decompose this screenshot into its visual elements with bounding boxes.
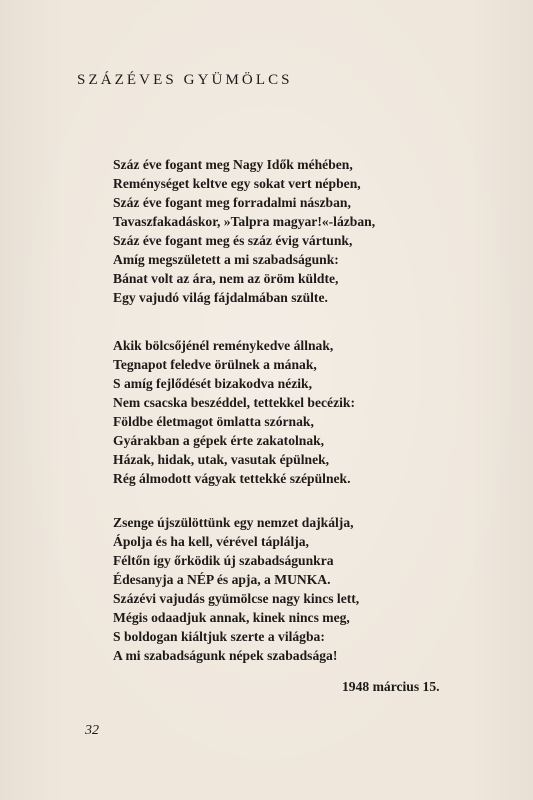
poem-line: Száz éve fogant meg forradalmi nászban, bbox=[113, 195, 351, 210]
poem-line: Gyárakban a gépek érte zakatolnak, bbox=[113, 433, 325, 448]
poem-title: SZÁZÉVES GYÜMÖLCS bbox=[77, 72, 293, 89]
poem-line: Tegnapot feledve örülnek a mának, bbox=[113, 357, 317, 372]
poem-line: Tavaszfakadáskor, »Talpra magyar!«-lázban, bbox=[113, 214, 376, 229]
poem-line: Mégis odaadjuk annak, kinek nincs meg, bbox=[113, 610, 350, 625]
poem-line: Százévi vajudás gyümölcse nagy kincs lett, bbox=[113, 591, 360, 606]
poem-line: Rég álmodott vágyak tettekké szépülnek. bbox=[113, 471, 351, 486]
poem-line: Akik bölcsőjénél reménykedve állnak, bbox=[113, 338, 334, 353]
poem-line: Zsenge újszülöttünk egy nemzet dajkálja, bbox=[113, 515, 354, 530]
stanza-1 bbox=[113, 155, 375, 307]
stanza-3 bbox=[113, 513, 359, 665]
poem-line: Ápolja és ha kell, vérével táplálja, bbox=[113, 534, 309, 549]
page-number: 32 bbox=[85, 723, 99, 738]
poem-line: Házak, hidak, utak, vasutak épülnek, bbox=[113, 452, 330, 467]
poem-date: 1948 március 15. bbox=[342, 679, 440, 694]
poem-line: Száz éve fogant meg és száz évig vártunk, bbox=[113, 233, 353, 248]
poem-line: Reménységet keltve egy sokat vert népben, bbox=[113, 176, 361, 191]
poem-line: S amíg fejlődését bizakodva nézik, bbox=[113, 376, 312, 391]
poem-line: A mi szabadságunk népek szabadsága! bbox=[113, 648, 338, 663]
poem-line: Amíg megszületett a mi szabadságunk: bbox=[113, 252, 339, 267]
poem-line: Féltőn így őrködik új szabadságunkra bbox=[113, 553, 334, 568]
poem-line: Nem csacska beszéddel, tettekkel becézik: bbox=[113, 395, 355, 410]
poem-line: Földbe életmagot ömlatta szórnak, bbox=[113, 414, 314, 429]
poem-line: Bánat volt az ára, nem az öröm küldte, bbox=[113, 271, 339, 286]
poem-line: Száz éve fogant meg Nagy Idők méhében, bbox=[113, 157, 353, 172]
poem-line: Egy vajudó világ fájdalmában szülte. bbox=[113, 290, 328, 305]
poem-line: Édesanyja a NÉP és apja, a MUNKA. bbox=[113, 572, 331, 587]
stanza-2 bbox=[113, 336, 355, 488]
poem-line: S boldogan kiáltjuk szerte a világba: bbox=[113, 629, 325, 644]
